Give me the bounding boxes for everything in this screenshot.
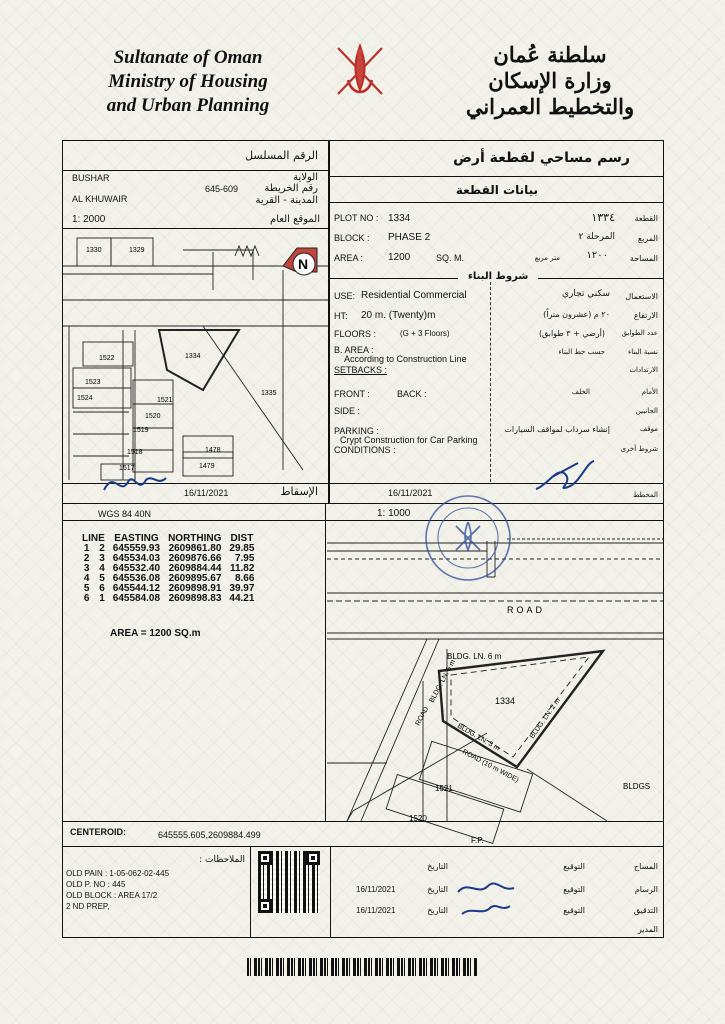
area-label: AREA : [334,253,364,263]
floors-ar: (أرضي + ٣ طوابق) [538,329,605,338]
header-en-line2: Ministry of Housing [108,71,268,92]
fp-label: F.P. [471,836,484,845]
use-ar: سكني تجاري [561,289,610,299]
plot-1521-label: 1521 [435,784,453,793]
plot-ar-label: القطعة [634,214,658,223]
official-stamp-icon [420,492,516,584]
table-row [78,594,258,604]
header-arabic [450,42,650,120]
from-cell: 6 [83,593,90,604]
draftsman-date: 16/11/2021 [356,885,396,894]
svg-text:1520: 1520 [145,413,161,420]
svg-text:1330: 1330 [86,247,102,254]
site-scale: 1: 1000 [377,508,411,519]
svg-text:1519: 1519 [133,427,149,434]
svg-text:1334: 1334 [185,353,201,360]
dist-cell: 7.95 [234,553,255,564]
from-cell: 4 [83,573,90,584]
sig-label-2: التوقيع [563,885,585,894]
header-ar-line2: وزارة الإسكان [488,68,612,93]
to-cell: 6 [99,583,105,594]
svg-text:1329: 1329 [129,247,145,254]
bldg-line-bottom: BLDG. LN. 3 m [456,722,501,753]
svg-text:1524: 1524 [77,395,93,402]
plot-no-label: PLOT NO : [334,213,379,223]
to-cell: 3 [99,553,105,564]
easting-cell: 645534.03 [112,553,161,564]
easting-cell: 645559.93 [112,543,161,554]
date-label-2: التاريخ [427,885,448,894]
map-number: 645-609 [205,184,239,194]
dist-cell: 29.85 [229,543,255,554]
notes-old-pno: OLD P. NO : 445 [66,880,126,889]
front-ar-label: الأمام [641,388,658,396]
plot-no-ar: ١٣٣٤ [591,211,615,224]
block-ar-label: المربع [637,234,658,243]
header-en-line1: Sultanate of Oman [113,47,263,68]
side-label: SIDE : [334,406,361,416]
height-label: HT: [334,311,348,321]
area-unit: SQ. M. [436,253,465,263]
wilayat-label: الولاية [293,172,318,183]
right-date: 16/11/2021 [388,488,433,498]
dist-cell: 39.97 [229,583,255,594]
map-number-label: رقم الخريطة [264,183,318,194]
plot-1520-label: 1520 [409,814,427,823]
floors-value: (G + 3 Floors) [400,329,450,338]
use-label: USE: [334,291,356,301]
bldg-line-right: BLDG. LN. 2 m [528,697,562,741]
wilayat-value: BUSHAR [72,173,110,183]
coords-area-total: AREA = 1200 SQ.m [110,628,201,639]
plot-no: 1334 [388,213,411,224]
svg-text:1521: 1521 [157,397,173,404]
oman-emblem-icon [330,40,390,102]
header-ar-line1: سلطنة عُمان [493,42,607,67]
to-cell: 1 [99,593,105,604]
signature-left-icon [100,466,172,498]
date-label-1: التاريخ [427,862,448,871]
road-wide-label: ROAD (10 m WIDE) [461,748,520,785]
col-dist: DIST [230,533,254,544]
parking-value: Crypt Construction for Car Parking [340,435,478,445]
town-label: المدينة - القرية [255,195,318,206]
projection-label: الإسقاط [280,485,318,498]
parking-ar-label: موقف [640,425,658,433]
svg-text:1479: 1479 [199,463,215,470]
signature-right-icon [530,455,600,497]
back-label: BACK : [397,389,427,399]
sig-label-1: التوقيع [563,862,585,871]
floors-ar-label: عدد الطوابق [621,329,658,337]
notes-prep: 2 ND PREP, [66,902,110,911]
area-ar: ١٢٠٠ [586,250,608,261]
svg-text:1517: 1517 [119,465,135,472]
conditions-ar-label: شروط أخرى [620,445,658,453]
road-top-label: ROAD [507,605,546,615]
signatures-bottom-icon [452,872,522,920]
svg-text:1518: 1518 [127,449,143,456]
use-ar-label: الاستعمال [625,292,658,301]
area-value: 1200 [388,252,411,263]
location-map [63,230,329,482]
road-side-label: ROAD [414,705,431,727]
plot-title-ar: رسم مساحي لقطعة أرض [453,150,630,166]
from-cell: 3 [83,563,90,574]
planner-ar-label: المخطط [632,491,658,499]
serial-label: الرقم المسلسل [245,149,318,162]
setbacks-ar-label: الارتدادات [629,366,658,374]
area-unit-ar: متر مربع [534,254,560,262]
conditions-label: CONDITIONS : [334,445,396,455]
dist-cell: 8.66 [234,573,255,584]
plot-1334-label: 1334 [495,696,516,706]
to-cell: 2 [99,543,105,554]
dist-cell: 11.82 [229,563,255,574]
easting-cell: 645584.08 [112,593,161,604]
easting-cell: 645544.12 [112,583,161,594]
northing-cell: 2609898.83 [168,593,222,604]
use-value: Residential Commercial [361,290,467,301]
left-date: 16/11/2021 [184,488,229,498]
sig-label-3: التوقيع [563,906,585,915]
northing-cell: 2609895.67 [168,573,222,584]
to-cell: 5 [99,573,105,584]
height-ar: ٢٠ م (عشرون متراً) [543,310,610,319]
side-ar-label: الجانبين [635,407,658,415]
block-label: BLOCK : [334,233,370,243]
notes-old-pain: OLD PAIN : 1-05-062-02-445 [66,869,170,878]
height-value: 20 m. (Twenty)m [361,310,436,321]
svg-text:N: N [298,256,309,272]
barea-value: According to Construction Line [344,354,467,364]
northing-cell: 2609884.44 [168,563,222,574]
date-label-3: التاريخ [427,906,448,915]
parking-label: PARKING : [334,426,379,436]
northing-cell: 2609861.80 [168,543,222,554]
block-ar: المرحلة ٢ [578,232,615,242]
col-easting: EASTING [114,533,159,544]
svg-text:1335: 1335 [261,390,277,397]
from-cell: 5 [83,583,90,594]
setbacks-label: SETBACKS : [334,365,388,375]
from-cell: 2 [83,553,90,564]
area-ar-label: المساحة [629,254,658,263]
checker-date: 16/11/2021 [356,906,396,915]
coordinates-table [78,533,258,604]
block-value: PHASE 2 [388,232,431,243]
col-northing: NORTHING [168,533,222,544]
to-cell: 4 [99,563,105,574]
header-ar-line3: والتخطيط العمراني [465,94,635,119]
checker-label: التدقيق [633,906,658,915]
height-ar-label: الارتفاع [633,311,658,320]
barea-ar-label: نسبة البناء [627,348,658,356]
parking-ar: إنشاء سرداب لمواقف السيارات [504,425,610,434]
northing-cell: 2609876.66 [168,553,222,564]
coords-datum: WGS 84 40N [98,509,152,519]
director-label: المدير [637,925,658,934]
barcode-icon [247,958,477,976]
bldg-line-left: BLDG. LN. 5 m [428,658,458,704]
draftsman-label: الرسام [634,885,658,894]
notes-old-block: OLD BLOCK : AREA 17/2 [66,891,158,900]
qr-code-icon [258,851,320,913]
conditions-ar: شروط البناء [458,271,538,282]
floors-label: FLOORS : [334,329,377,339]
notes-label: الملاحظات : [199,855,245,865]
surveyor-label: المساح [633,862,658,871]
header-en-line3: and Urban Planning [106,95,270,116]
easting-cell: 645532.40 [112,563,161,574]
svg-text:1478: 1478 [205,447,221,454]
centeroid-label: CENTEROID: [70,827,126,837]
from-cell: 1 [83,543,90,554]
back-ar-label: الخلف [571,388,590,396]
dist-cell: 44.21 [229,593,255,604]
barea-label: B. AREA : [334,345,374,355]
northing-cell: 2609898.91 [168,583,222,594]
svg-text:1522: 1522 [99,355,115,362]
easting-cell: 645536.08 [112,573,161,584]
centeroid-value: 645555.605,2609884.499 [158,830,261,840]
plot-subtitle-ar: بيانات القطعة [455,183,538,197]
col-line: LINE [82,533,105,544]
town-value: AL KHUWAIR [72,194,128,204]
location-scale: 1: 2000 [72,214,106,225]
front-label: FRONT : [334,389,370,399]
svg-text:1523: 1523 [85,379,101,386]
barea-ar: حسب خط البناء [558,348,605,356]
bldgs-label: BLDGS [623,782,651,791]
bldg-line-top: BLDG. LN. 6 m [447,652,502,661]
location-label: الموقع العام [270,214,320,225]
header-english [88,46,288,118]
